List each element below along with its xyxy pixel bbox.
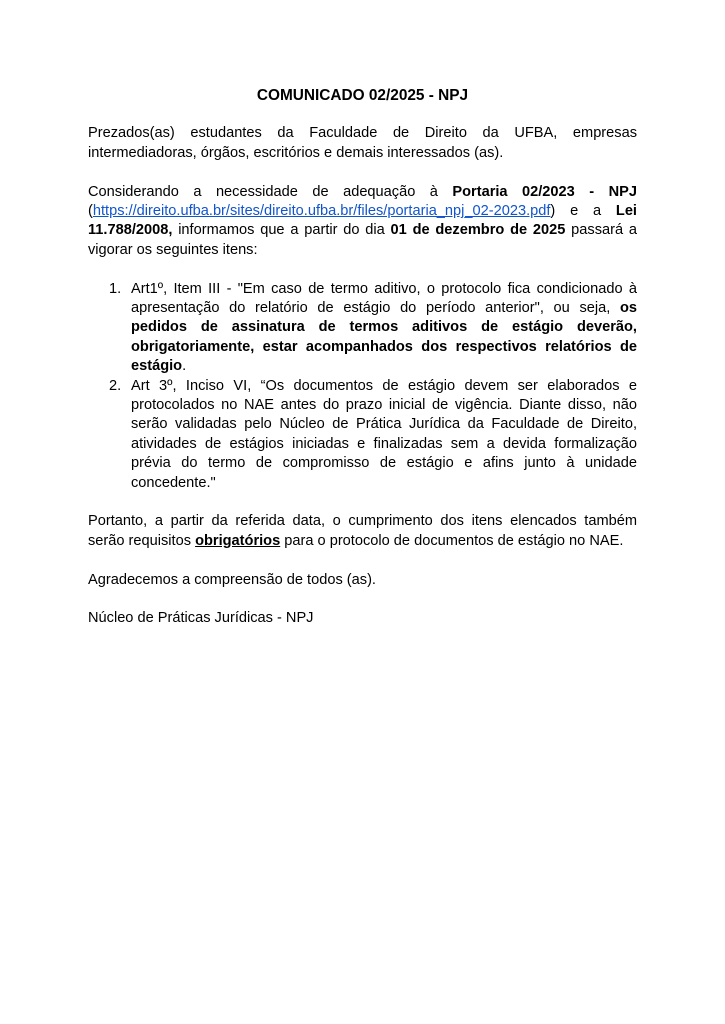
- portaria-reference: Portaria 02/2023 - NPJ: [452, 183, 637, 200]
- therefore-text-1: Portanto, a partir da referida data, o cumprimento dos itens elencados também serão requisitos: [88, 513, 637, 549]
- list-item-end: .: [182, 358, 187, 375]
- thanks-paragraph: Agradecemos a compreensão de todos (as).: [88, 571, 376, 588]
- list-item-bold-text: os pedidos de assinatura de termos aditivos de estágio deverão, obrigatoriamente, estar acompanhados dos respectivos relatórios de estágio: [131, 300, 637, 375]
- lei-reference: Lei 11.788/2008,: [88, 203, 637, 239]
- considering-text-3: passará a vigorar os seguintes itens:: [88, 222, 637, 258]
- document-page: [88, 86, 637, 648]
- list-item-text: Art 3º, Inciso VI, “Os documentos de estágio devem ser elaborados e protocolados no NAE antes do prazo inicial de vigência. Diante disso, não serão validadas pelo Núcleo de Prática Jurídica da Faculdade de Direito, atividades de estágios iniciadas e finalizadas sem a devida formalização prévia do termo de compromisso de estágio e afins junto à unidade concedente.": [131, 377, 637, 491]
- list-item-text: Art1º, Item III - "Em caso de termo aditivo, o protocolo fica condicionado à apresentação do relatório de estágio do período anterior", ou seja,: [131, 280, 637, 317]
- therefore-paragraph: [88, 512, 637, 551]
- items-list: [88, 280, 637, 493]
- list-item-number: 1.: [109, 280, 122, 297]
- considering-text-1: Considerando a necessidade de adequação à: [88, 183, 453, 200]
- greeting-paragraph: Prezados(as) estudantes da Faculdade de Direito da UFBA, empresas intermediadoras, órgãos, escritórios e demais interessados (as).: [88, 125, 637, 161]
- considering-paragraph: [88, 183, 637, 261]
- paren-open: (: [88, 203, 93, 220]
- considering-text-2: informamos que a partir do dia: [172, 222, 391, 239]
- page-title: COMUNICADO 02/2025 - NPJ: [256, 87, 469, 104]
- portaria-link[interactable]: https://direito.ufba.br/sites/direito.ufba.br/files/portaria_npj_02-2023.pdf: [92, 203, 551, 220]
- therefore-text-2: para o protocolo de documentos de estágio no NAE.: [280, 532, 624, 549]
- list-item: [88, 377, 637, 493]
- effective-date: 01 de dezembro de 2025: [390, 222, 566, 239]
- signature: Núcleo de Práticas Jurídicas - NPJ: [88, 610, 314, 627]
- paren-close: ) e a: [550, 203, 616, 220]
- list-item: [88, 280, 637, 377]
- mandatory-emphasis: obrigatórios: [195, 532, 281, 549]
- list-item-number: 2.: [109, 377, 122, 394]
